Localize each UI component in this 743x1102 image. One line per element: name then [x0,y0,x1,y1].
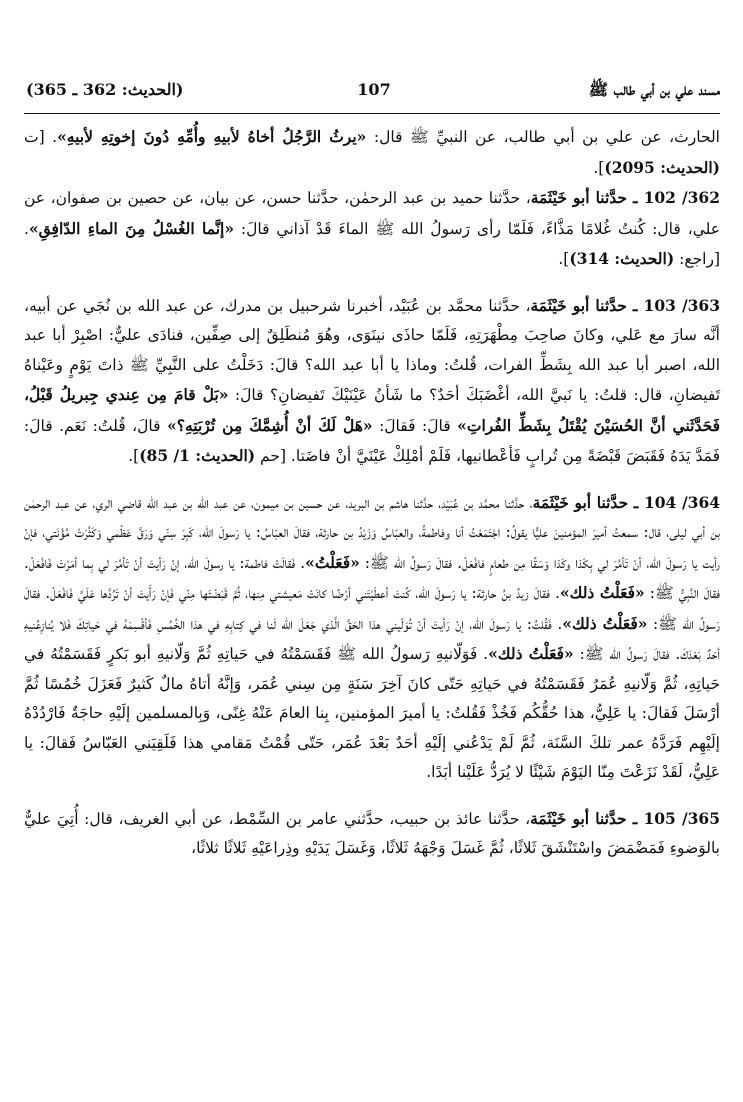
narration-text: . فَوَلّانيهِ رَسولُ الله ﷺ فَقَسَمْتُهُ في حَياتِهِ ثُمَّ وَلّانيهِ أبو بَكرٍ فَقَسَمْتُهُ في حَياتِهِ، ثُمَّ وَلّانيهِ عُمَرُ فَقَسَمْتُهُ في حَياتِهِ حَتّى كانَ آخِرَ سَنَةٍ مِن سِني عُمَر، وَإنَّهُ أتاهُ مالٌ كَثيرٌ فَعَزَلَ خُمُسًا ثُمَّ أرْسَلَ فَقالَ: يا عَلِيُّ، هذا حُقُّكُم فَخُذْ فَقُلتُ: يا أميرَ المؤمنين، بِنا العامَ عَنْهُ غِنًى، وَبِالمسلمين إلَيْهِ حاجَةٌ فَارْدُدْهُ إلَيْهِم فَرَدَّهُ عمر تلكَ السَّنَة، ثُمَّ لَمْ يَدْعُني إلَيْهِ أحَدٌ بَعْدَ عُمَر، حَتّى قُمْتُ مَقامي هذا فَلَقِيَني العَبّاسُ فَقالَ: يا عَلِيُّ، لَقَدْ نَزَعْتَ مِنّا اليَوْمَ شَيْئًا لا يُرَدُّ عَلَيْنا أبَدًا. [24,645,720,781]
hadith-number: 363/ 103 [643,295,720,315]
page-number: 107 [357,80,391,99]
reference-end: ]. [558,250,570,268]
narration-text: قالَ: فَقالَ: [372,416,458,435]
narration-text: . فقالَ زيدُ بنُ حارثة: يا رَسولَ الله، كُنتَ أعطَيْتَني أرْضًا كانَتْ مَعيشتي مِنها، ثُمَّ قَبَضْتَها مِنّي فَإنْ رَأَيتَ أنْ تَرُدَّها عَلَيَّ فَافْعَلْ. فقالَ رَسولُ الله ﷺ: [24,584,720,633]
hadith-text: «فَعَلْتُ ذلك» [562,613,648,633]
paragraph-continuation [24,122,720,183]
isnad-lead: ـ حدَّثنا أبو خَيْثَمَة [530,295,644,315]
page-header [26,78,720,106]
hadith-number: 365/ 105 [643,808,720,828]
hadith-text: «فَعَلْتُ» [305,552,360,572]
running-title: مسند علي بن أبي طالب ﷺ [588,80,720,99]
narration-text: ، حدَّثنا محمَّد بن عُبَيْد، حدَّثنا هاشم بن البريد، عن حسين بن ميمون، عن عبد الله بن عبد الله قاضي الري، عن عبد الرحمٰن بن أبي ليلى، قال: سمعتُ أميرَ المؤمنينَ عليًّا يقولُ: اجْتَمَعْتُ أنا وفاطمةُ، والعبّاسُ وَزَيْدُ بن حارثة، فقالَ العبّاسُ: يا رَسولَ الله، كَبِرَ سِنّي وَرَقَّ عَظْمي وَكَثُرَتْ مُؤْنَتي، فإنْ رأيت يا رَسولَ الله، أنْ تَأمُرَ لي بِكَذا وكَذا وَسَقًا مِن طعامٍ فافْعَلْ. فقالَ رَسولُ الله ﷺ: [24,493,720,572]
hadith-362 [24,183,720,275]
narration-text: ، حدَّثنا حميد بن عبد الرحمٰن، حدَّثنا حسن، عن بيان، عن حصين بن صفوان، عن علي، قال: كُنتُ غُلامًا مَذَّاءً، فَلَمّا رأى رَسولُ الله ﷺ الماءَ قَدْ آذاني قالَ: [24,189,720,238]
narration-text: ، حدَّثنا محمَّد بن عُبَيْد، أخبرنا شرحبيل بن مدرك، عن عبد الله بن نُجَي عن أبيه، أنَّه سارَ مع عَلي، وكانَ صاحِبَ مِطْهَرَتِهِ، فَلَمّا حاذَى نينَوَى، وهُوَ مُنطَلِقٌ إلى صِفِّين، فنادَى عليٌّ: اصْبِرْ أبا عبد الله، اصبر أبا عبد الله بِشَطِّ الفرات، قُلتُ: وماذا يا أبا عبد الله؟ قالَ: دَخَلْتُ على النَّبِيِّ ﷺ ذاتَ يَوْمٍ وعَيْناهُ تَفيضانِ، قال: قلتُ: يا نَبيَّ الله، أغْضَبَكَ أحَدٌ؟ ما شَأنُ عَيْنَيْكَ تَفيضانِ؟ قالَ: [24,296,721,404]
narration-text: . فَقالَتْ فاطمة: يا رسولَ الله، إنْ رَأيتَ أنْ تَأمُرَ لي بِما أمَرْتَ فَافْعَلْ. فقالَ النَّبِيُّ ﷺ: [24,553,721,602]
hadith-text: «يرثُ الرَّجُلُ أخاهُ لأبيهِ وأُمِّهِ دُونَ إخوتِهِ لأبيهِ» [57,127,367,146]
hadith-text: «فَعَلْتُ ذلك» [559,583,645,602]
narration-text: . فَقُلتُ: يا رَسولَ الله، إنْ رَأيتَ أنْ تُوَلّيني هذا الحَقَّ الَّذي جَعَلَ الله لَنا في كِتابِهِ في هذا الخُمُسِ فَأقْسِمَهُ في حَياتِكَ فَلا يُنازِعُنيهِ أحَدٌ بَعْدَكَ. فقالَ رَسولُ الله ﷺ: [24,614,720,663]
narration-text: ، حدَّثنا عائذ بن حبيب، حدَّثني عامر بن السِّمْط، عن أبي الغريف، قال: أُتِيَ عليٌّ بالوَضوءِ فَمَضْمَضَ واسْتَنْشَقَ ثَلاثًا، ثُمَّ غَسَلَ وَجْهَهُ ثَلاثًا، وَغَسَلَ يَدَيْهِ وذِراعَيْهِ ثَلاثًا ثلاثًا، [24,809,720,857]
narration-text: الحارث، عن علي بن أبي طالب، عن النبيِّ ﷺ قال: [366,128,720,146]
isnad-lead: ـ حدَّثنا أبو خَيْثَمَة [530,188,644,207]
reference: (الحديث: 1/ 85) [139,446,256,465]
narration-text: . [راجع: [24,219,720,268]
hadith-363 [24,291,720,472]
reference: (الحديث: 2095) [604,157,720,177]
reference-end: ]. [593,158,605,177]
hadith-365 [24,804,720,864]
narration-text: . [ت [24,128,58,146]
hadith-text: «هَلْ لَكَ أنْ أُشِمَّكَ مِن تُرْبَتِهِ؟» [167,415,373,435]
hadith-number: 362/ 102 [643,188,720,207]
isnad-lead: ـ حدَّثنا أبو خَيْثَمَة [530,808,644,828]
header-rule [24,113,720,114]
narration-text: قالَ، قُلتُ: نَعَم. قالَ: فَمَدَّ يَدَهُ فَقَبَضَ قَبْضَةً مِن تُرابٍ فَأعْطانيها، فَلَمْ أمْلِكْ عَيْنَيَّ أنْ فاضَتا. [حم [24,416,720,465]
reference: (الحديث: 314) [569,249,675,268]
hadith-text: «إنَّما الغُسْلُ مِنَ الماءِ الدّافِقِ» [28,218,235,238]
hadith-364 [24,488,720,788]
page-body [24,122,720,880]
hadith-text: «بَلْ قامَ مِن عِندي جِبريلُ قَبْلُ، فَحَدَّثَني أنَّ الحُسَيْنَ يُقْتَلُ بِشَطِّ الفُراتِ» [24,385,720,435]
hadith-number: 364/ 104 [643,492,721,512]
hadith-range: (الحديث: 362 ـ 365) [26,80,184,99]
reference-end: ]. [128,447,140,465]
hadith-text: «فَعَلْتُ ذلك» [488,644,574,663]
isnad-lead: ـ حدَّثنا أبو خَيْثَمَة [532,492,644,512]
